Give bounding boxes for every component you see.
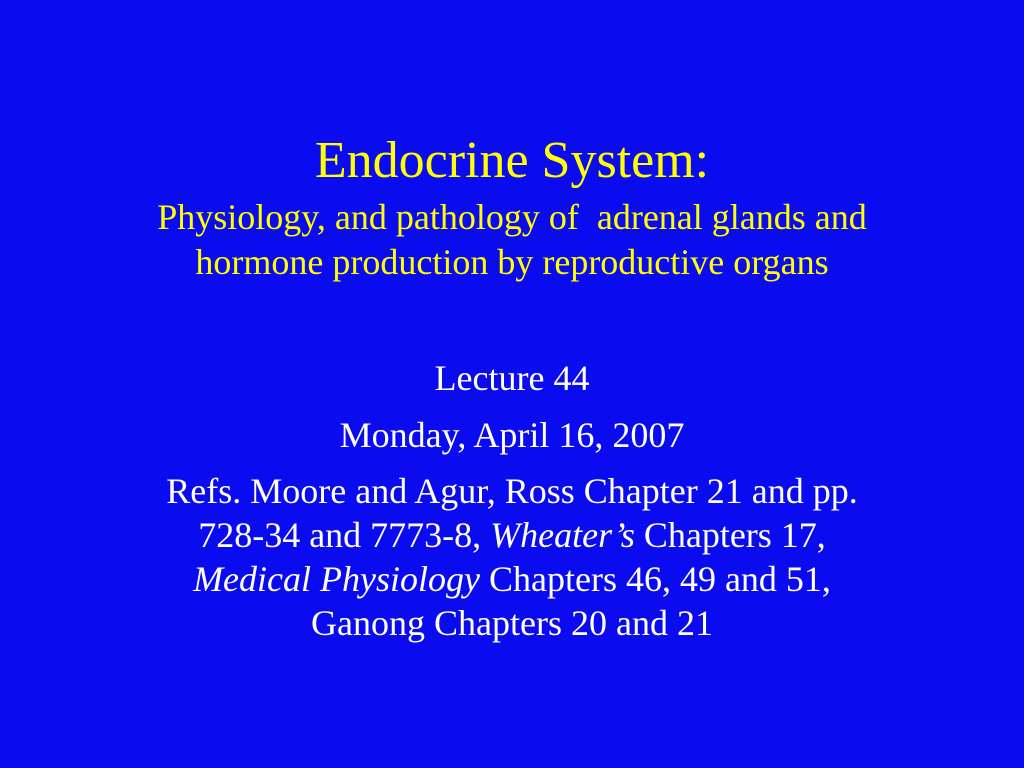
refs-line-1: Refs. Moore and Agur, Ross Chapter 21 and pp. xyxy=(166,471,858,511)
refs-line-4: Ganong Chapters 20 and 21 xyxy=(311,603,713,643)
refs-medical-physiology: Medical Physiology xyxy=(193,559,480,599)
slide-title: Endocrine System: xyxy=(314,132,710,189)
subtitle-line-2: hormone production by reproductive organs xyxy=(195,242,829,282)
slide-subtitle xyxy=(40,195,984,285)
lecture-date: Monday, April 16, 2007 xyxy=(339,415,685,455)
slide-title-block xyxy=(40,133,984,285)
lecture-number: Lecture 44 xyxy=(434,358,590,398)
refs-line-3b: Chapters 46, 49 and 51, xyxy=(479,559,831,599)
subtitle-line-1: Physiology, and pathology of adrenal glands and xyxy=(157,197,867,237)
refs-line-2a: 728-34 and 7773-8, xyxy=(198,515,491,555)
references xyxy=(40,469,984,645)
slide-body xyxy=(40,356,984,645)
refs-line-2b: Chapters 17, xyxy=(634,515,826,555)
refs-wheaters: Wheater’s xyxy=(490,515,635,555)
